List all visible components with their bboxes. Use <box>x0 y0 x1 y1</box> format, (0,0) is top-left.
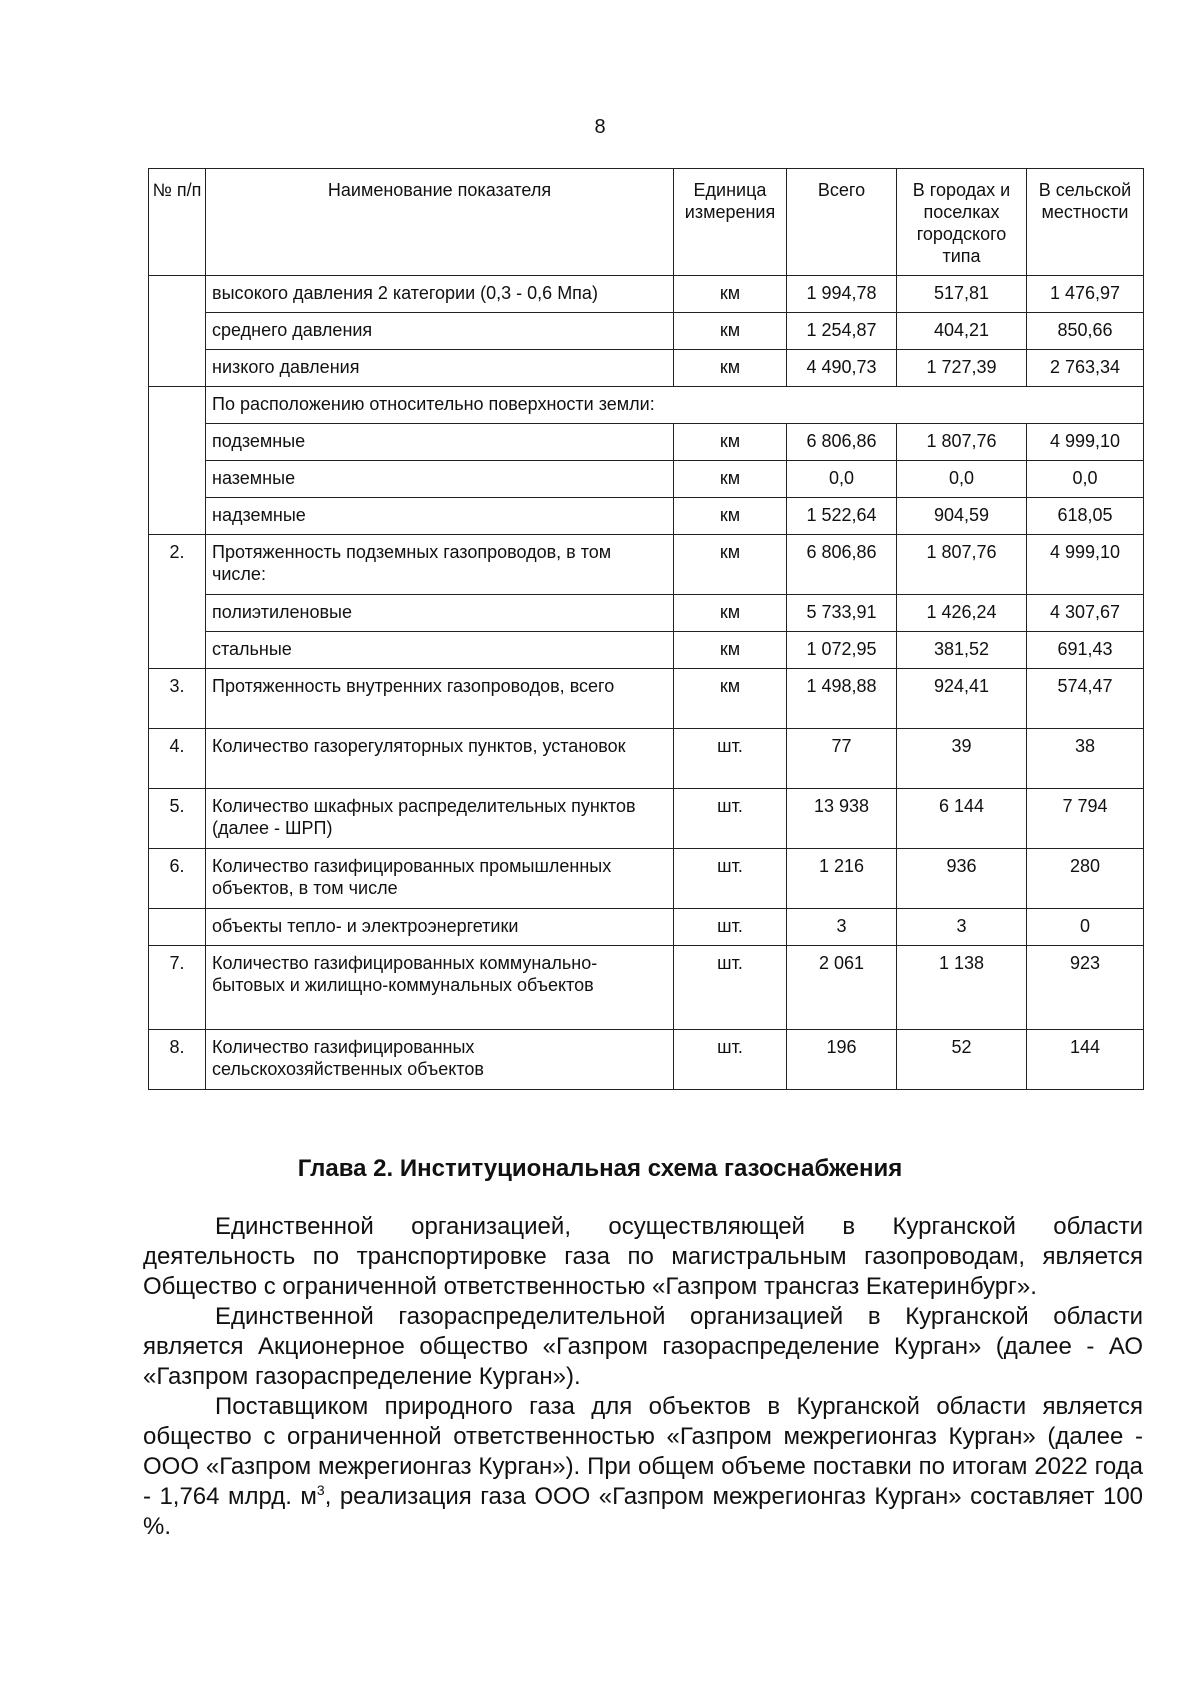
paragraph-transport: Единственной организацией, осуществляющей в Курганской области деятельность по транспортировке газа по магистральным газопроводам, является Общество с ограниченной ответственностью «Газпром трансгаз Екатеринбург». <box>143 1213 1143 1300</box>
row-urban: 936 <box>897 849 1027 909</box>
row-rural: 2 763,34 <box>1027 350 1144 387</box>
paragraph-supplier <box>143 1392 1143 1542</box>
header-name: Наименование показателя <box>206 169 674 276</box>
row-unit: км <box>674 632 787 669</box>
row-unit: км <box>674 595 787 632</box>
table-row <box>149 313 1144 350</box>
row-rural: 923 <box>1027 946 1144 1030</box>
row-unit: шт. <box>674 849 787 909</box>
table-row <box>149 849 1144 909</box>
table-row <box>149 595 1144 632</box>
table-row <box>149 946 1144 1030</box>
row-total: 77 <box>787 729 897 789</box>
table-row <box>149 424 1144 461</box>
row-name: надземные <box>206 498 674 535</box>
row-num <box>149 461 206 498</box>
table-row <box>149 461 1144 498</box>
row-total: 3 <box>787 909 897 946</box>
table-row <box>149 276 1144 313</box>
row-name: Количество газифицированных сельскохозяйственных объектов <box>206 1030 674 1090</box>
row-unit: шт. <box>674 729 787 789</box>
row-num <box>149 632 206 669</box>
row-rural: 618,05 <box>1027 498 1144 535</box>
row-name: Количество шкафных распределительных пунктов (далее - ШРП) <box>206 789 674 849</box>
row-rural: 144 <box>1027 1030 1144 1090</box>
row-num <box>149 424 206 461</box>
row-rural: 4 307,67 <box>1027 595 1144 632</box>
row-name: Количество газифицированных промышленных объектов, в том числе <box>206 849 674 909</box>
row-rural: 7 794 <box>1027 789 1144 849</box>
row-rural: 574,47 <box>1027 669 1144 729</box>
row-unit: шт. <box>674 946 787 1030</box>
table-row <box>149 669 1144 729</box>
header-total: Всего <box>787 169 897 276</box>
row-unit: км <box>674 350 787 387</box>
row-num: 2. <box>149 535 206 595</box>
row-name: наземные <box>206 461 674 498</box>
row-total: 5 733,91 <box>787 595 897 632</box>
paragraph-distribution: Единственной газораспределительной организацией в Курганской области является Акционерное общество «Газпром газораспределение Курган» (далее - АО «Газпром газораспределение Курган»). <box>143 1303 1143 1390</box>
row-urban: 381,52 <box>897 632 1027 669</box>
paragraph-supplier-part1: Поставщиком природного газа для объектов в Курганской области является общество с ограниченной ответственностью «Газпром межрегионгаз Курган» (далее - ООО «Газпром межрегионгаз Курган»). При общем объеме поставки по итогам 2022 года - 1,764 млрд. м <box>143 1393 1143 1510</box>
row-unit: км <box>674 424 787 461</box>
row-num <box>149 595 206 632</box>
row-total: 2 061 <box>787 946 897 1030</box>
row-urban: 3 <box>897 909 1027 946</box>
row-name: полиэтиленовые <box>206 595 674 632</box>
row-total: 6 806,86 <box>787 535 897 595</box>
page-number: 8 <box>594 116 606 138</box>
row-urban: 1 138 <box>897 946 1027 1030</box>
row-urban: 6 144 <box>897 789 1027 849</box>
row-rural: 0 <box>1027 909 1144 946</box>
row-name: подземные <box>206 424 674 461</box>
row-unit: шт. <box>674 1030 787 1090</box>
row-num <box>149 313 206 350</box>
row-total: 1 498,88 <box>787 669 897 729</box>
row-unit: шт. <box>674 909 787 946</box>
row-urban: 904,59 <box>897 498 1027 535</box>
row-num <box>149 387 206 424</box>
header-urban: В городах и поселках городского типа <box>897 169 1027 276</box>
row-unit: км <box>674 669 787 729</box>
row-num: 8. <box>149 1030 206 1090</box>
row-total: 196 <box>787 1030 897 1090</box>
row-num <box>149 498 206 535</box>
row-total: 1 216 <box>787 849 897 909</box>
table-row <box>149 535 1144 595</box>
row-unit: км <box>674 535 787 595</box>
row-rural: 850,66 <box>1027 313 1144 350</box>
row-unit: км <box>674 498 787 535</box>
row-total: 1 522,64 <box>787 498 897 535</box>
row-num: 5. <box>149 789 206 849</box>
table-row <box>149 1030 1144 1090</box>
row-name: Протяженность внутренних газопроводов, всего <box>206 669 674 729</box>
header-rural: В сельской местности <box>1027 169 1144 276</box>
row-name: Количество газифицированных коммунально-бытовых и жилищно-коммунальных объектов <box>206 946 674 1030</box>
row-urban: 1 727,39 <box>897 350 1027 387</box>
table-row <box>149 789 1144 849</box>
row-urban: 1 807,76 <box>897 535 1027 595</box>
table-row <box>149 729 1144 789</box>
row-unit: км <box>674 461 787 498</box>
header-num: № п/п <box>149 169 206 276</box>
row-num: 3. <box>149 669 206 729</box>
gas-network-table <box>148 168 1144 1090</box>
row-name: среднего давления <box>206 313 674 350</box>
row-total: 1 254,87 <box>787 313 897 350</box>
row-urban: 924,41 <box>897 669 1027 729</box>
row-urban: 39 <box>897 729 1027 789</box>
table-row <box>149 632 1144 669</box>
row-rural: 0,0 <box>1027 461 1144 498</box>
row-rural: 280 <box>1027 849 1144 909</box>
row-name: низкого давления <box>206 350 674 387</box>
row-rural: 4 999,10 <box>1027 535 1144 595</box>
row-num <box>149 909 206 946</box>
row-section-heading: По расположению относительно поверхности земли: <box>206 387 1144 424</box>
chapter-title: Глава 2. Институциональная схема газоснабжения <box>297 1155 903 1182</box>
row-unit: км <box>674 276 787 313</box>
row-unit: шт. <box>674 789 787 849</box>
row-num <box>149 350 206 387</box>
row-total: 0,0 <box>787 461 897 498</box>
row-rural: 1 476,97 <box>1027 276 1144 313</box>
table-row <box>149 387 1144 424</box>
row-total: 4 490,73 <box>787 350 897 387</box>
row-num <box>149 276 206 313</box>
table-row <box>149 498 1144 535</box>
row-urban: 517,81 <box>897 276 1027 313</box>
table-header-row <box>149 169 1144 276</box>
row-urban: 1 426,24 <box>897 595 1027 632</box>
row-total: 6 806,86 <box>787 424 897 461</box>
row-name: высокого давления 2 категории (0,3 - 0,6 Мпа) <box>206 276 674 313</box>
header-unit: Единица измерения <box>674 169 787 276</box>
row-name: объекты тепло- и электроэнергетики <box>206 909 674 946</box>
row-rural: 691,43 <box>1027 632 1144 669</box>
paragraph-supplier-part2: , реализация газа ООО «Газпром межрегионгаз Курган» составляет 100 %. <box>143 1483 1144 1540</box>
row-total: 1 994,78 <box>787 276 897 313</box>
row-rural: 38 <box>1027 729 1144 789</box>
row-rural: 4 999,10 <box>1027 424 1144 461</box>
row-name: стальные <box>206 632 674 669</box>
cubic-superscript: 3 <box>316 1482 325 1498</box>
chapter-body <box>143 1212 1143 1542</box>
row-name: Количество газорегуляторных пунктов, установок <box>206 729 674 789</box>
table-row <box>149 350 1144 387</box>
row-num: 6. <box>149 849 206 909</box>
row-num: 7. <box>149 946 206 1030</box>
row-urban: 1 807,76 <box>897 424 1027 461</box>
row-unit: км <box>674 313 787 350</box>
row-urban: 404,21 <box>897 313 1027 350</box>
row-total: 13 938 <box>787 789 897 849</box>
row-total: 1 072,95 <box>787 632 897 669</box>
table-row <box>149 909 1144 946</box>
row-num: 4. <box>149 729 206 789</box>
row-urban: 52 <box>897 1030 1027 1090</box>
row-name: Протяженность подземных газопроводов, в том числе: <box>206 535 674 595</box>
row-urban: 0,0 <box>897 461 1027 498</box>
